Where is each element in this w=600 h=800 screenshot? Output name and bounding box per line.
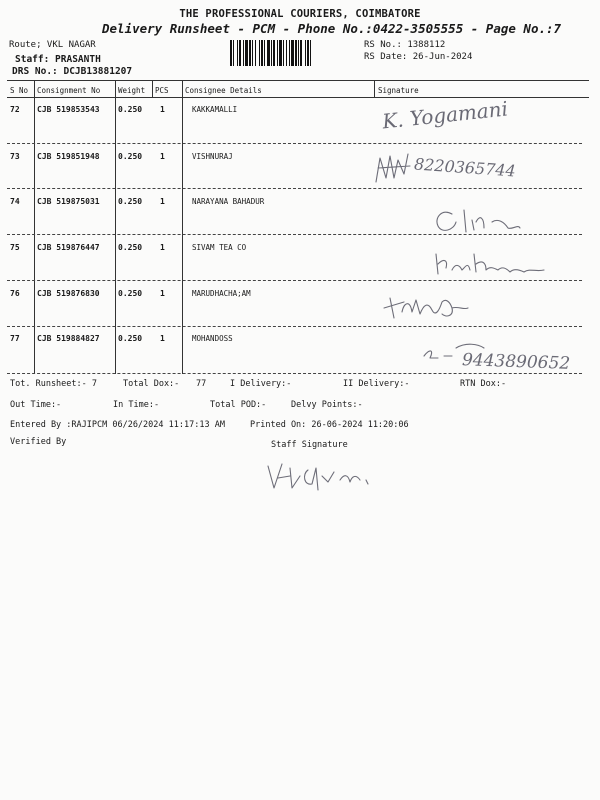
total-pod: Total POD:- (210, 400, 267, 410)
row-weight: 0.250 (118, 243, 143, 252)
row-pcs: 1 (160, 243, 165, 252)
row-separator (7, 188, 582, 189)
row-consignment: CJB 519876830 (37, 289, 100, 298)
signature-handwriting: 9443890652 (461, 350, 571, 374)
col-header-consignment: Consignment No (37, 86, 101, 95)
row-consignment: CJB 519853543 (37, 105, 100, 114)
row-sno: 76 (10, 289, 20, 298)
row-consignment: CJB 519851948 (37, 152, 100, 161)
row-consignment: CJB 519876447 (37, 243, 100, 252)
staff-label: Staff: PRASANTH (15, 54, 101, 65)
col-header-sno: S No (10, 86, 29, 95)
row-separator (7, 280, 582, 281)
verified-by: Verified By (10, 437, 67, 447)
row-sno: 75 (10, 243, 20, 252)
row-pcs: 1 (160, 197, 165, 206)
tot-runsheet: Tot. Runsheet:- 7 (10, 379, 97, 389)
row-consignee: MARUDHACHA;AM (192, 289, 251, 298)
signature-scribble (428, 246, 558, 278)
row-weight: 0.250 (118, 105, 143, 114)
row-weight: 0.250 (118, 289, 143, 298)
row-sno: 73 (10, 152, 20, 161)
total-dox-value: 77 (196, 379, 207, 389)
signature-scribble (420, 200, 540, 240)
in-time: In Time:- (113, 400, 160, 410)
table-top-rule (7, 80, 589, 81)
signature-handwriting: K. Yogamani (381, 96, 509, 134)
rs-date: RS Date: 26-Jun-2024 (364, 52, 473, 62)
barcode (230, 40, 358, 66)
staff-signature-label: Staff Signature (271, 440, 348, 450)
col-divider (374, 80, 375, 97)
drs-number: DRS No.: DCJB13881207 (12, 66, 133, 77)
row-consignee: SIVAM TEA CO (192, 243, 247, 252)
row-pcs: 1 (160, 289, 165, 298)
ii-delivery: II Delivery:- (343, 379, 410, 389)
row-pcs: 1 (160, 334, 165, 343)
row-consignee: KAKKAMALLI (192, 105, 238, 114)
total-dox-label: Total Dox:- (123, 379, 180, 389)
printed-on: Printed On: 26-06-2024 11:20:06 (250, 420, 409, 430)
row-consignment: CJB 519884827 (37, 334, 100, 343)
col-header-consignee: Consignee Details (185, 86, 262, 95)
company-name: THE PROFESSIONAL COURIERS, COIMBATORE (179, 8, 421, 20)
row-pcs: 1 (160, 152, 165, 161)
staff-signature-scribble (262, 456, 402, 496)
col-header-signature: Signature (378, 86, 419, 95)
row-separator (7, 143, 582, 144)
row-sno: 74 (10, 197, 20, 206)
runsheet-title: Delivery Runsheet - PCM - Phone No.:0422-3505555 - Page No.:7 (102, 21, 562, 36)
entered-by: Entered By :RAJIPCM 06/26/2024 11:17:13 AM (10, 420, 225, 430)
signature-handwriting: 8220365744 (413, 154, 517, 181)
route-label: Route; VKL NAGAR (9, 40, 96, 50)
out-time: Out Time:- (10, 400, 62, 410)
row-weight: 0.250 (118, 197, 143, 206)
col-divider (152, 80, 153, 97)
col-header-weight: Weight (118, 86, 146, 95)
signature-scribble (370, 148, 418, 188)
table-bottom-rule (7, 373, 582, 374)
row-consignee: NARAYANA BAHADUR (192, 197, 265, 206)
signature-scribble (380, 288, 480, 328)
col-divider (182, 80, 183, 374)
row-weight: 0.250 (118, 334, 143, 343)
row-consignee: MOHANDOSS (192, 334, 233, 343)
row-sno: 72 (10, 105, 20, 114)
row-pcs: 1 (160, 105, 165, 114)
col-divider (34, 80, 35, 374)
row-consignee: VISHNURAJ (192, 152, 233, 161)
i-delivery: I Delivery:- (230, 379, 292, 389)
delvy-points: Delvy Points:- (291, 400, 363, 410)
rtn-dox: RTN Dox:- (460, 379, 507, 389)
row-separator (7, 326, 582, 327)
col-header-pcs: PCS (155, 86, 169, 95)
row-consignment: CJB 519875031 (37, 197, 100, 206)
row-sno: 77 (10, 334, 20, 343)
row-weight: 0.250 (118, 152, 143, 161)
col-divider (115, 80, 116, 374)
rs-number: RS No.: 1388112 (364, 40, 446, 50)
